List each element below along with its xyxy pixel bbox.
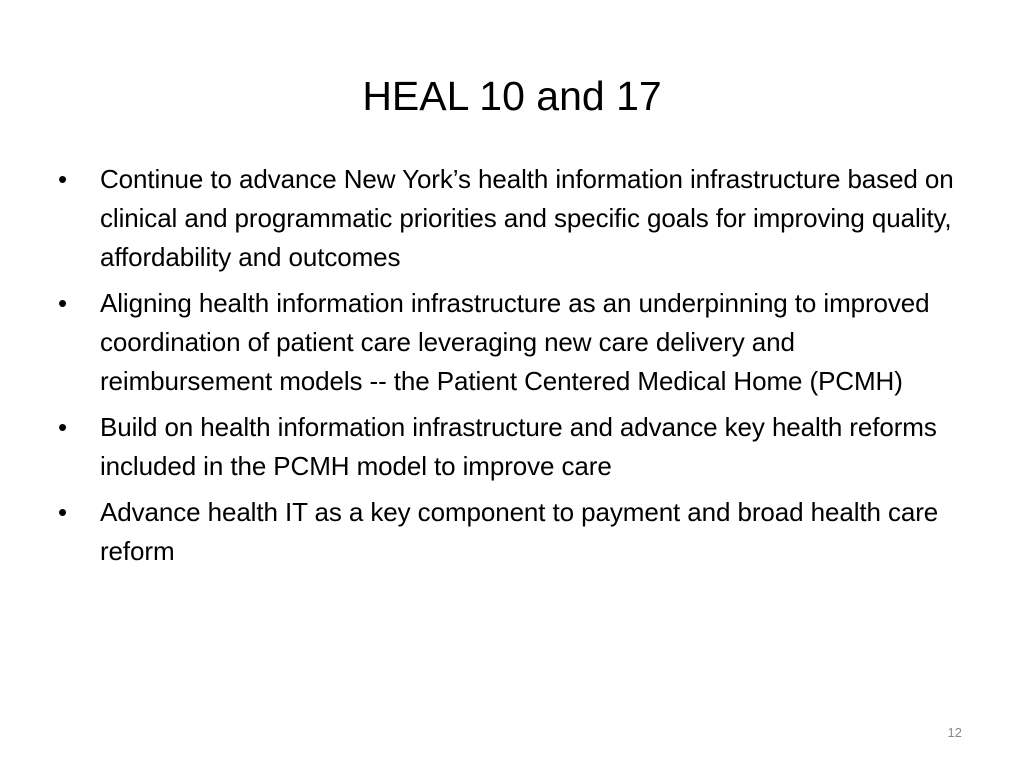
bullet-text: Advance health IT as a key component to payment and broad health care reform bbox=[100, 497, 939, 566]
bullet-icon: • bbox=[58, 497, 68, 527]
bullet-item bbox=[58, 284, 970, 401]
bullet-item bbox=[58, 408, 970, 486]
bullet-item bbox=[58, 160, 970, 277]
bullet-icon: • bbox=[58, 288, 68, 318]
bullet-icon: • bbox=[58, 412, 68, 442]
bullet-list bbox=[58, 160, 970, 578]
bullet-text: Continue to advance New York’s health information infrastructure based on clinical and programmatic priorities and specific goals for improving quality, affordability and outcomes bbox=[100, 164, 954, 272]
bullet-icon: • bbox=[58, 164, 68, 194]
bullet-item bbox=[58, 493, 970, 571]
page-number: 12 bbox=[947, 725, 962, 740]
bullet-text: Build on health information infrastructure and advance key health reforms included in the PCMH model to improve care bbox=[100, 412, 937, 481]
slide-title: HEAL 10 and 17 bbox=[362, 73, 662, 119]
bullet-text: Aligning health information infrastructure as an underpinning to improved coordination of patient care leveraging new care delivery and reimbursement models -- the Patient Centered Medical Home (PCMH) bbox=[100, 288, 930, 396]
